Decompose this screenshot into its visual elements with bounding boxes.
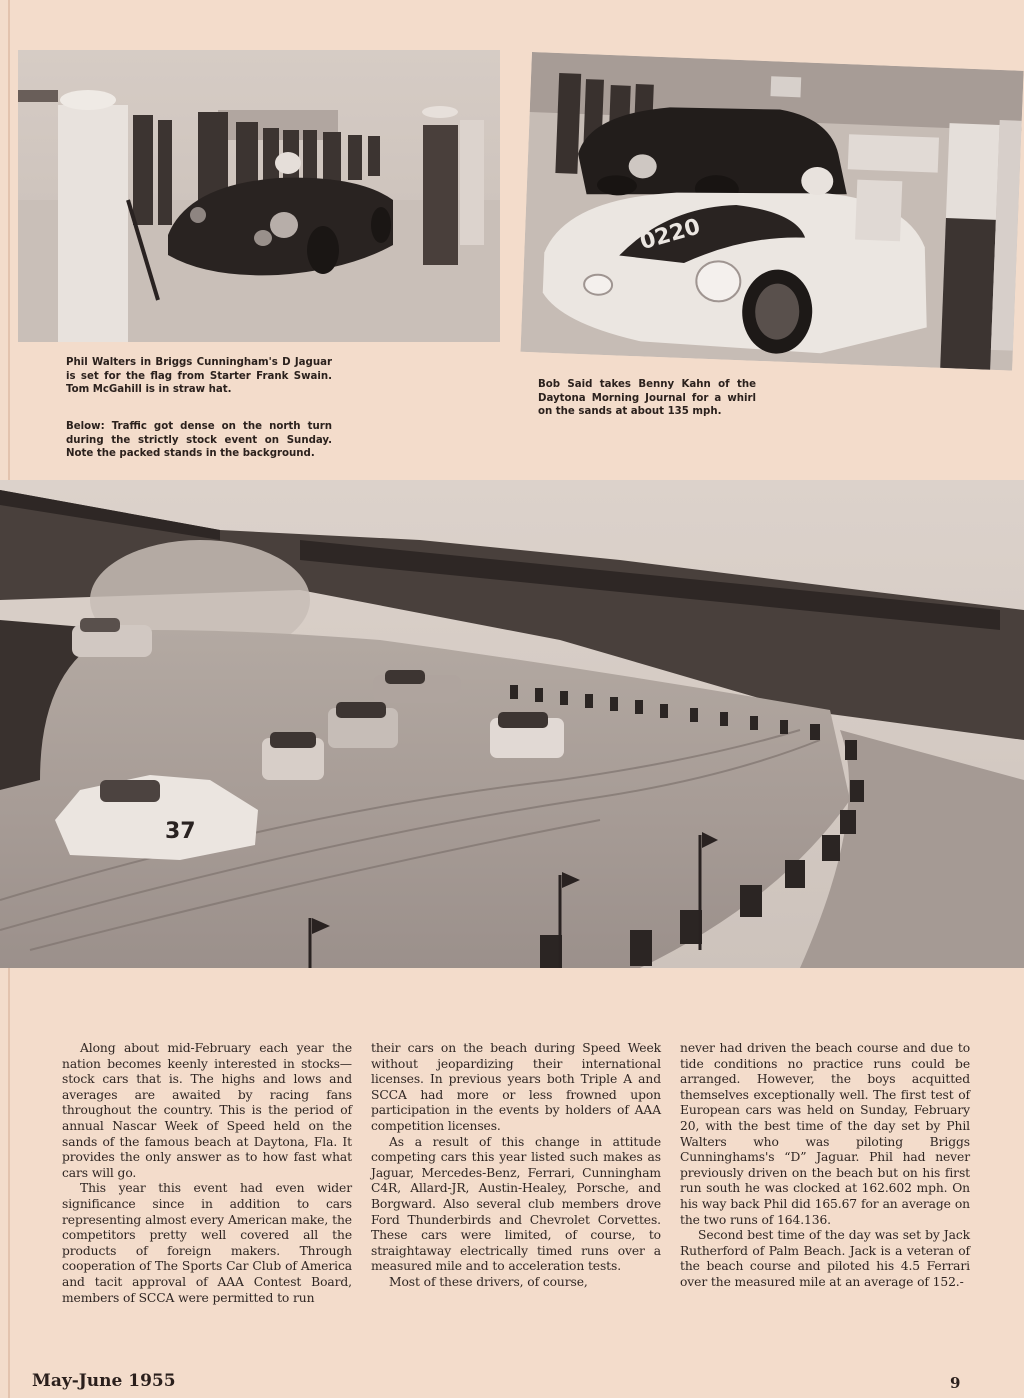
article-paragraph: Most of these drivers, of course,: [389, 1274, 588, 1289]
article-paragraph: their cars on the beach during Speed Week without jeopardizing their international licenses. In previous years both Triple A and SCCA had more or less frowned upon participation in the events by holders of AAA competition licenses.: [371, 1041, 661, 1133]
photo-north-turn-stock-cars: [0, 480, 1024, 968]
article-column-2: [371, 1041, 661, 1291]
article-paragraph: As a result of this change in attitude competing cars this year listed such makes as Jaguar, Mercedes-Benz, Ferrari, Cunningham C4R, Allard-JR, Austin-Healey, Porsche, and Borgward. Also several club members drove Ford Thunderbirds and Chevrolet Corvettes. These cars were limited, of course, to straightaway electrically timed runs over a measured mile and to acceleration tests.: [371, 1134, 661, 1274]
article-paragraph: Along about mid-February each year the nation becomes keenly interested in stocks—stock cars that is. The highs and lows and averages are awaited by racing fans throughout the country. This is the period of annual Nascar Week of Speed held on the sands of the famous beach at Daytona, Fla. It provides the only answer as to how fast what cars will go.: [62, 1041, 352, 1180]
article-paragraph: never had driven the beach course and due to tide conditions no practice runs could be arranged. However, the boys acquitted themselves exceptionally well. The first test of European cars was held on Sunday, February 20, with the best time of the day set by Phil Walters who was piloting Briggs Cunninghams's “D” Jaguar. Phil had never previously driven on the beach but on his first run south he was clocked at 162.602 mph. On his way back Phil did 165.67 for an average on the two runs of 164.136.: [680, 1041, 970, 1227]
caption-north-turn: Below: Traffic got dense on the north turn during the strictly stock event on Sunday. Note the packed stands in the background.: [66, 421, 332, 459]
article-column-3: [680, 1041, 970, 1291]
photo-d-jaguar-start: [18, 50, 500, 342]
photo-bob-said-sports-car: [520, 52, 1023, 371]
article-paragraph: This year this event had even wider significance since in addition to cars representing almost every American make, the competitors pretty well covered all the products of foreign makers. Through cooperation of The Sports Car Club of America and tacit approval of AAA Contest Board, members of SCCA were permitted to run: [62, 1181, 352, 1305]
issue-date: May-June 1955: [32, 1371, 176, 1391]
caption-d-jaguar: Phil Walters in Briggs Cunningham's D Jaguar is set for the flag from Starter Frank Swain. Tom McGahill is in straw hat.: [66, 357, 332, 395]
article-paragraph: Second best time of the day was set by Jack Rutherford of Palm Beach. Jack is a veteran of the beach course and piloted his 4.5 Ferrari over the measured mile at an average of 152.-: [680, 1228, 970, 1289]
caption-bob-said: Bob Said takes Benny Kahn of the Daytona Morning Journal for a whirl on the sands at about 135 mph.: [538, 379, 756, 417]
page-number: 9: [950, 1374, 961, 1392]
article-column-1: [62, 1041, 352, 1306]
car-number-37: 37: [165, 819, 196, 844]
car-number-0220: 0220: [637, 214, 704, 256]
